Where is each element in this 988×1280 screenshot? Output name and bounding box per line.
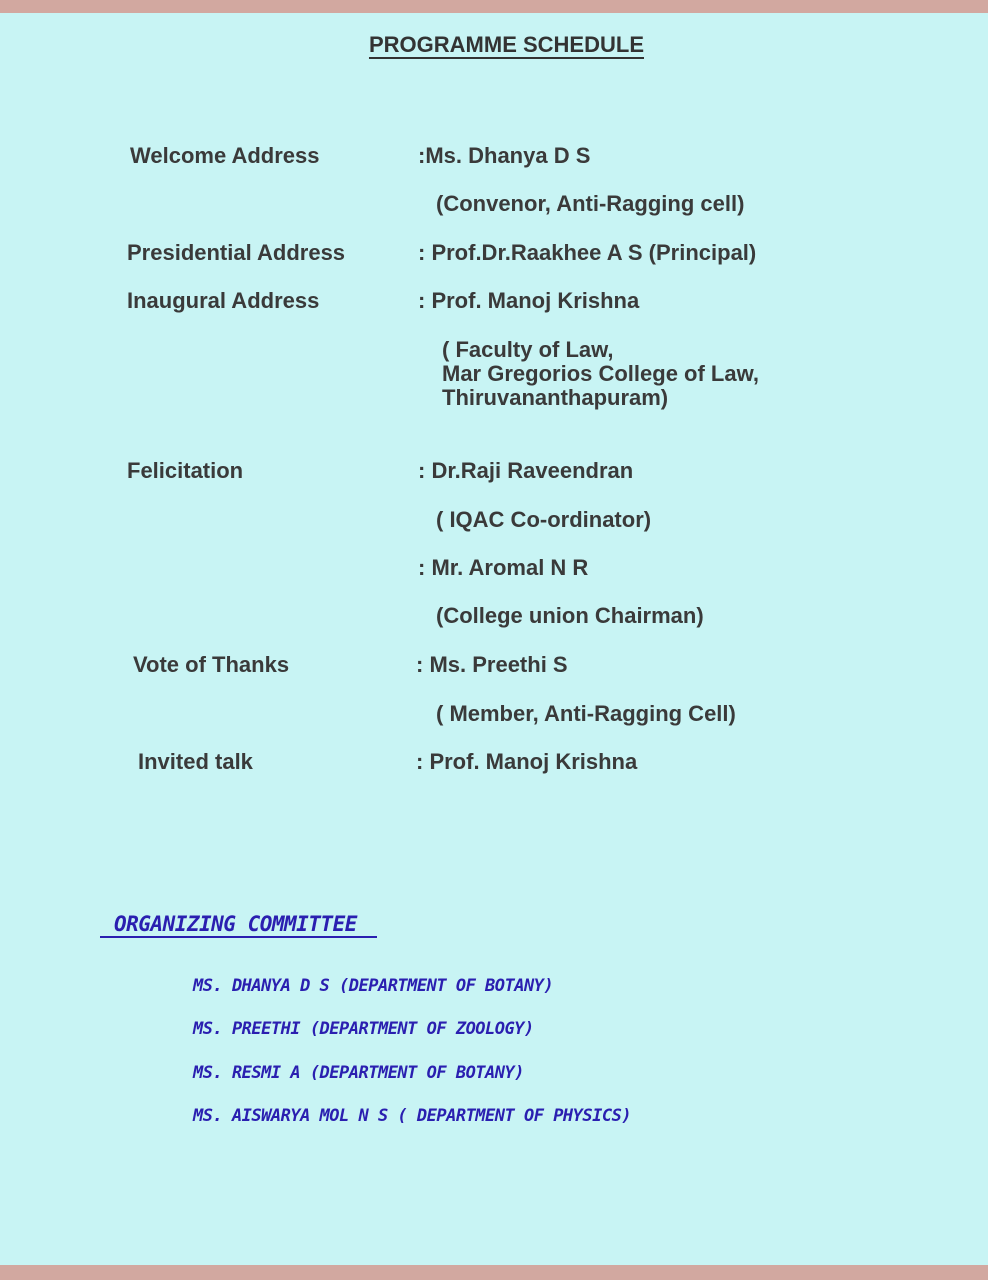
felicitation-role-2: (College union Chairman) (436, 603, 704, 628)
inaugural-role-line-2: Mar Gregorios College of Law, (442, 361, 760, 386)
page-title: PROGRAMME SCHEDULE (368, 32, 644, 57)
presidential-name: : Prof.Dr.Raakhee A S (Principal) (418, 240, 757, 265)
committee-member: MS. PREETHI (DEPARTMENT OF ZOOLOGY) (193, 1019, 534, 1039)
committee-member: MS. DHANYA D S (DEPARTMENT OF BOTANY) (193, 976, 554, 996)
felicitation-role-1: ( IQAC Co-ordinator) (436, 507, 652, 532)
felicitation-label: Felicitation (127, 458, 244, 483)
inaugural-name: : Prof. Manoj Krishna (418, 288, 640, 313)
inaugural-role-line-3: Thiruvananthapuram) (442, 385, 669, 410)
top-border-band (0, 0, 988, 13)
welcome-name: :Ms. Dhanya D S (418, 143, 591, 168)
bottom-border-band (0, 1265, 988, 1280)
felicitation-name-2: : Mr. Aromal N R (418, 555, 589, 580)
inaugural-label: Inaugural Address (127, 288, 320, 313)
talk-name: : Prof. Manoj Krishna (416, 749, 638, 774)
presidential-label: Presidential Address (127, 240, 346, 265)
welcome-role: (Convenor, Anti-Ragging cell) (436, 191, 745, 216)
thanks-label: Vote of Thanks (133, 652, 290, 677)
welcome-label: Welcome Address (130, 143, 320, 168)
thanks-role: ( Member, Anti-Ragging Cell) (436, 701, 736, 726)
talk-label: Invited talk (138, 749, 253, 774)
committee-member: MS. AISWARYA MOL N S ( DEPARTMENT OF PHYSICS) (193, 1106, 632, 1126)
committee-member: MS. RESMI A (DEPARTMENT OF BOTANY) (193, 1063, 524, 1083)
committee-title: ORGANIZING COMMITTEE (100, 912, 377, 938)
felicitation-name-1: : Dr.Raji Raveendran (418, 458, 634, 483)
inaugural-role-line-1: ( Faculty of Law, (442, 337, 614, 362)
thanks-name: : Ms. Preethi S (416, 652, 568, 677)
